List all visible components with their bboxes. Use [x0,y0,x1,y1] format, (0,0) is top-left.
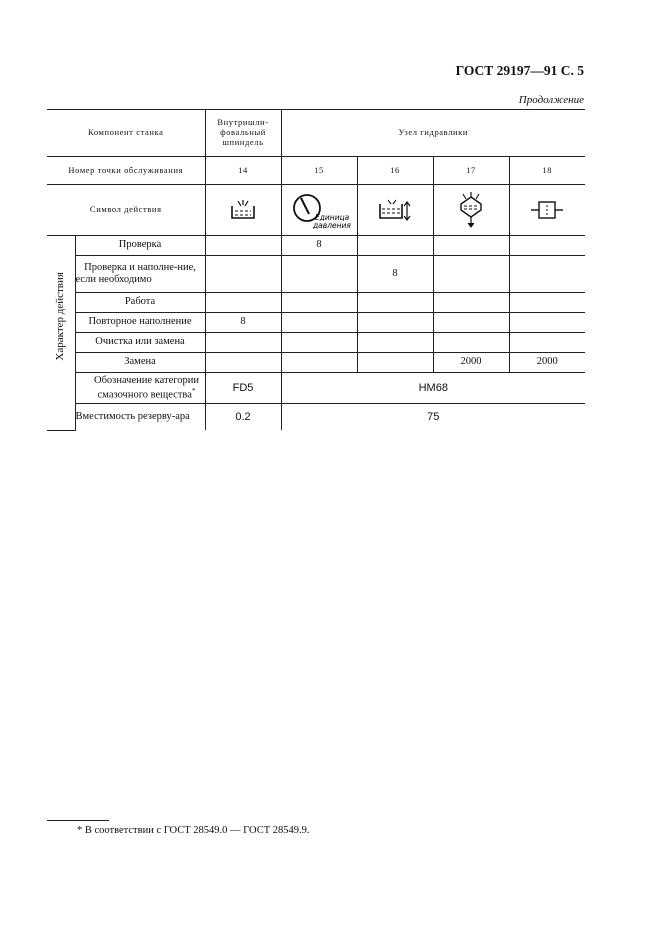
service-point-18: 18 [509,157,585,185]
filter-drain-icon [455,192,487,228]
page-header: ГОСТ 29197—91 С. 5 [455,63,584,78]
continuation-label: Продолжение [518,94,584,106]
action-label-check-fill: Проверка и наполне-ние, если необходимо [75,256,205,293]
component-header: Компонент станка [47,110,205,157]
level-indicator-icon [376,198,414,222]
lubrication-level-icon [228,198,258,222]
category-spindle: FD5 [205,373,281,404]
action-symbol-header: Символ действия [47,185,205,236]
action-check-fill-15 [281,256,357,293]
footnote-divider [47,820,109,821]
action-replace-17: 2000 [433,353,509,373]
action-clean-17 [433,333,509,353]
action-group-label: Характер действия [54,271,67,361]
action-operation-17 [433,293,509,313]
action-check-17 [433,236,509,256]
action-refill-15 [281,313,357,333]
action-label-clean-replace: Очистка или замена [75,333,205,353]
hydraulic-header: Узел гидравлики [281,110,585,157]
action-check-fill-16: 8 [357,256,433,293]
action-operation-16 [357,293,433,313]
action-replace-15 [281,353,357,373]
action-check-fill-18 [509,256,585,293]
action-check-15: 8 [281,236,357,256]
symbol-cell-14 [205,185,281,236]
gauge-caption-1: Единица [315,213,350,222]
action-check-fill-14 [205,256,281,293]
footnote: * В соответствии с ГОСТ 28549.0 — ГОСТ 28549.9. [77,825,310,836]
action-replace-18: 2000 [509,353,585,373]
spindle-header: Внутришли-фовальный шпиндель [205,110,281,157]
pressure-gauge-icon [287,190,351,230]
action-operation-18 [509,293,585,313]
symbol-cell-15 [281,185,357,236]
action-clean-14 [205,333,281,353]
action-check-18 [509,236,585,256]
action-label-check: Проверка [75,236,205,256]
action-operation-14 [205,293,281,313]
service-point-15: 15 [281,157,357,185]
action-refill-14: 8 [205,313,281,333]
action-check-16 [357,236,433,256]
action-check-14 [205,236,281,256]
service-point-17: 17 [433,157,509,185]
service-point-header: Номер точки обслуживания [47,157,205,185]
symbol-cell-16 [357,185,433,236]
maintenance-table [47,109,585,431]
action-clean-16 [357,333,433,353]
action-label-operation: Работа [75,293,205,313]
category-footnote-mark: * [191,386,196,395]
action-clean-15 [281,333,357,353]
action-check-fill-17 [433,256,509,293]
gauge-caption-2: давления [313,221,351,230]
category-label: Обозначение категории смазочного вещества [94,374,200,401]
action-refill-17 [433,313,509,333]
action-clean-18 [509,333,585,353]
valve-icon [529,199,565,221]
action-replace-16 [357,353,433,373]
action-replace-14 [205,353,281,373]
action-label-replace: Замена [75,353,205,373]
action-label-refill: Повторное наполнение [75,313,205,333]
capacity-spindle: 0.2 [205,404,281,431]
action-refill-18 [509,313,585,333]
action-operation-15 [281,293,357,313]
capacity-label: Вместимость резерву-ара [75,404,205,431]
service-point-14: 14 [205,157,281,185]
category-label-cell [75,373,205,404]
symbol-cell-18 [509,185,585,236]
category-hydraulic: HM68 [281,373,585,404]
action-refill-16 [357,313,433,333]
service-point-16: 16 [357,157,433,185]
action-group-cell [47,236,75,431]
capacity-hydraulic: 75 [281,404,585,431]
symbol-cell-17 [433,185,509,236]
